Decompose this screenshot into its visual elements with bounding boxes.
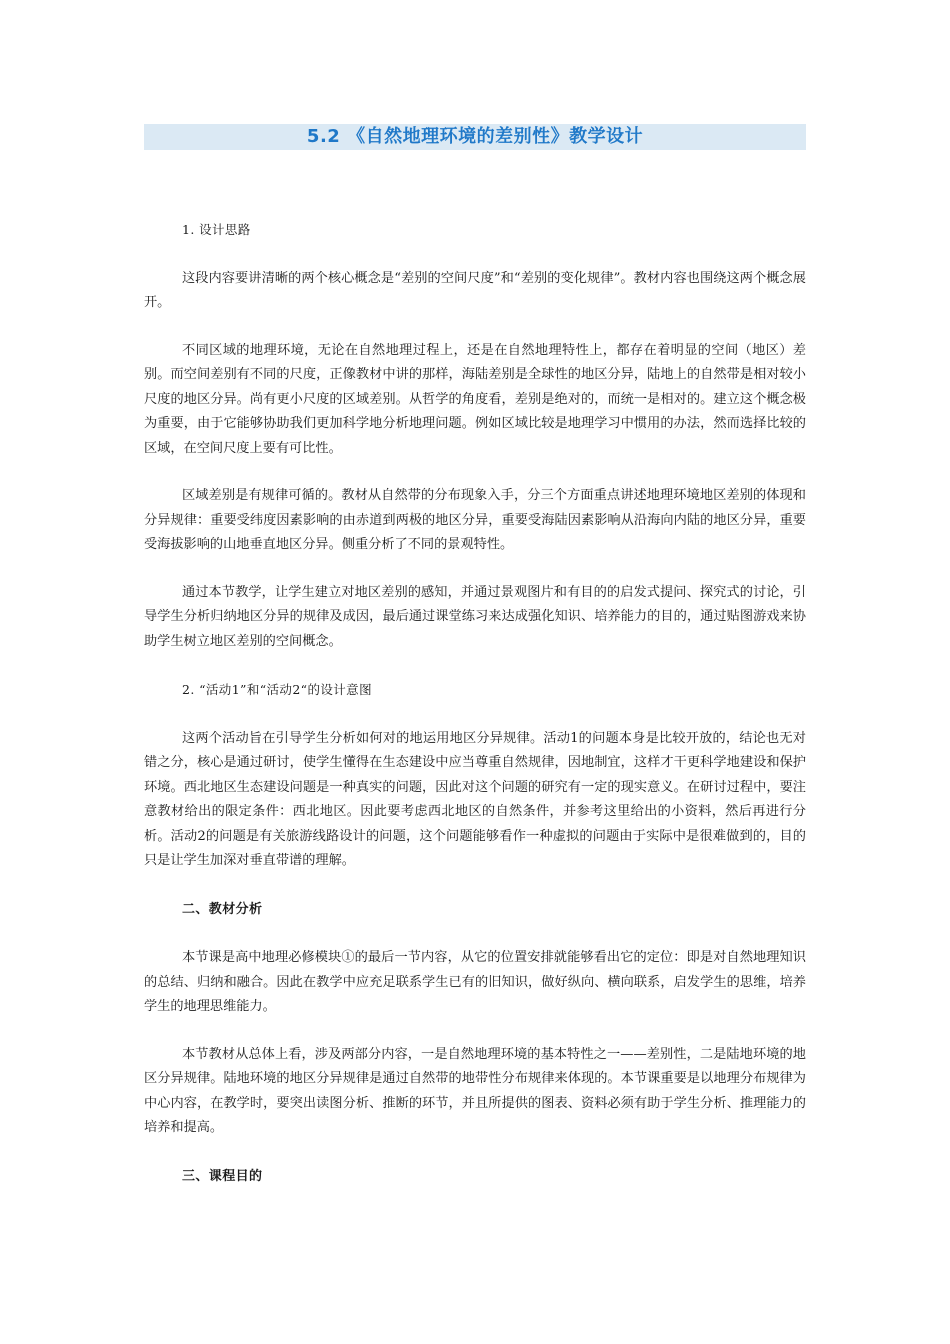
section-heading-textbook-analysis: 二、教材分析: [182, 901, 263, 917]
paragraph: 区域差别是有规律可循的。教材从自然带的分布现象入手，分三个方面重点讲述地理环境地区差别的体现和分异规律：重要受纬度因素影响的由赤道到两极的地区分异，重要受海陆因素影响从沿海向内陆的地区分异，重要受海拔影响的山地垂直地区分异。侧重分析了不同的景观特性。: [144, 488, 806, 552]
paragraph: 本节课是高中地理必修模块①的最后一节内容，从它的位置安排就能够看出它的定位：即是对自然地理知识的总结、归纳和融合。因此在教学中应充足联系学生已有的旧知识，做好纵向、横向联系，启发学生的思维，培养学生的地理思维能力。: [144, 950, 806, 1014]
section-heading-activity-intent: 2. “活动1”和“活动2“的设计意图: [182, 682, 372, 697]
document-title: 5.2 《自然地理环境的差别性》教学设计: [306, 126, 644, 147]
section-heading-course-objectives: 三、课程目的: [182, 1168, 263, 1184]
paragraph: 不同区域的地理环境，无论在自然地理过程上，还是在自然地理特性上，都存在着明显的空间（地区）差别。而空间差别有不同的尺度，正像教材中讲的那样，海陆差别是全球性的地区分异，陆地上的自然带是相对较小尺度的地区分异。尚有更小尺度的区域差别。从哲学的角度看，差别是绝对的，而统一是相对的。建立这个概念极为重要，由于它能够协助我们更加科学地分析地理问题。例如区域比较是地理学习中惯用的办法，然而选择比较的区域，在空间尺度上要有可比性。: [144, 342, 806, 456]
document-body: [144, 218, 806, 1189]
paragraph: 这两个活动旨在引导学生分析如何对的地运用地区分异规律。活动1的问题本身是比较开放的，结论也无对错之分，核心是通过研讨，使学生懂得在生态建设中应当尊重自然规律，因地制宜，这样才干更科学地建设和保护环境。西北地区生态建设问题是一种真实的问题，因此对这个问题的研究有一定的现实意义。在研讨过程中，要注意教材给出的限定条件：西北地区。因此要考虑西北地区的自然条件，并参考这里给出的小资料，然后再进行分析。活动2的问题是有关旅游线路设计的问题，这个问题能够看作一种虚拟的问题由于实际中是很难做到的，目的只是让学生加深对垂直带谱的理解。: [144, 730, 806, 868]
paragraph: 通过本节教学，让学生建立对地区差别的感知，并通过景观图片和有目的的启发式提问、探究式的讨论，引导学生分析归纳地区分异的规律及成因，最后通过课堂练习来达成强化知识、培养能力的目的，通过贴图游戏来协助学生树立地区差别的空间概念。: [144, 584, 806, 649]
section-heading-design-idea: 1. 设计思路: [182, 222, 251, 237]
paragraph: 这段内容要讲清晰的两个核心概念是“差别的空间尺度”和“差别的变化规律”。教材内容也围绕这两个概念展开。: [144, 270, 806, 310]
paragraph: 本节教材从总体上看，涉及两部分内容，一是自然地理环境的基本特性之一——差别性，二是陆地环境的地区分异规律。陆地环境的地区分异规律是通过自然带的地带性分布规律来体现的。本节课重要是以地理分布规律为中心内容，在教学时，要突出读图分析、推断的环节，并且所提供的图表、资料必须有助于学生分析、推理能力的培养和提高。: [144, 1046, 806, 1135]
